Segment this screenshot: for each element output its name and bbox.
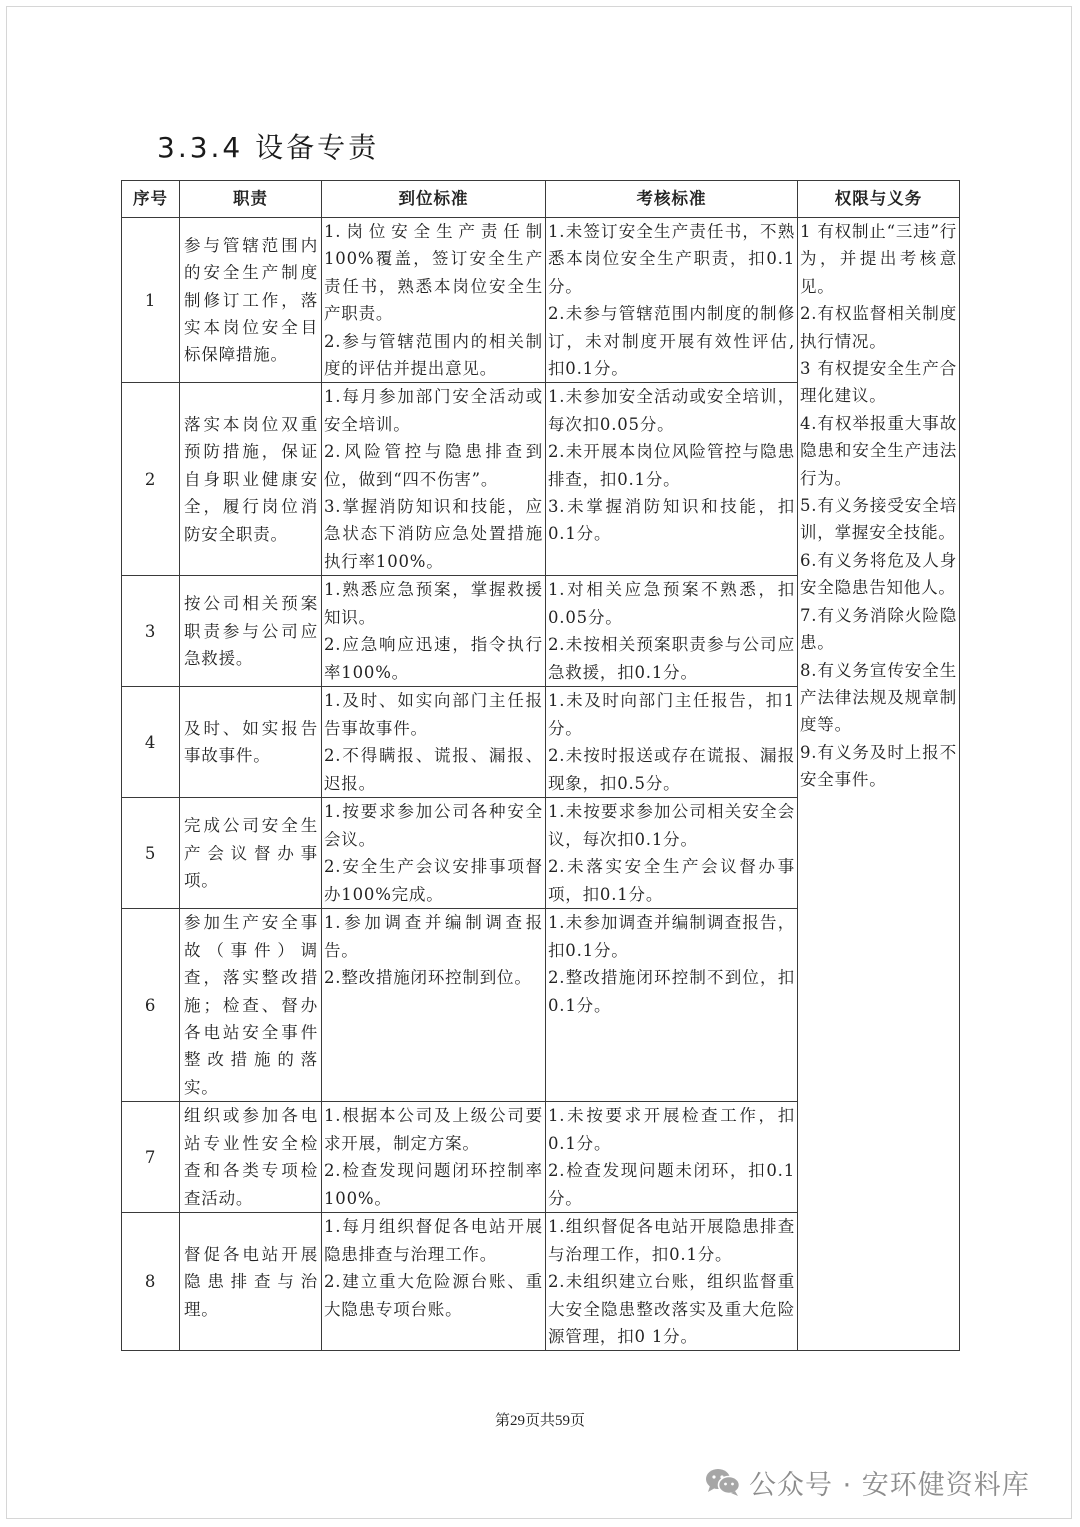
standard-item: 2.风险管控与隐患排查到位，做到“四不伤害”。	[324, 442, 543, 489]
table-header-row	[122, 181, 960, 218]
standard-item: 1.岗位安全生产责任制100%覆盖，签订安全生产责任书，熟悉本岗位安全生产职责。	[324, 222, 543, 324]
standard-item: 1.每月组织督促各电站开展隐患排查与治理工作。	[324, 1217, 543, 1264]
header-no: 序号	[122, 181, 180, 218]
row-number: 1	[122, 218, 180, 383]
standard-item: 2.安全生产会议安排事项督办100%完成。	[324, 857, 543, 904]
section-number: 3.3.4	[157, 131, 244, 164]
assessment-item: 1.对相关应急预案不熟悉，扣0.05分。	[548, 580, 795, 627]
standard-item: 2.检查发现问题闭环控制率100%。	[324, 1161, 543, 1208]
assessment-cell	[546, 1102, 798, 1213]
header-assessment: 考核标准	[546, 181, 798, 218]
assessment-item: 1.组织督促各电站开展隐患排查与治理工作，扣0.1分。	[548, 1217, 795, 1264]
standard-item: 1.按要求参加公司各种安全会议。	[324, 802, 543, 849]
wechat-icon	[705, 1467, 741, 1497]
assessment-item: 1.未按要求参加公司相关安全会议，每次扣0.1分。	[548, 802, 795, 849]
assessment-item: 2.未按相关预案职责参与公司应急救援，扣0.1分。	[548, 635, 795, 682]
standard-item: 2.建立重大危险源台账、重大隐患专项台账。	[324, 1272, 543, 1319]
standard-item: 2.应急响应迅速，指令执行率100%。	[324, 635, 543, 682]
row-number: 7	[122, 1102, 180, 1213]
assessment-item: 1.未按要求开展检查工作，扣0.1分。	[548, 1106, 795, 1153]
assessment-item: 1.未签订安全生产责任书，不熟悉本岗位安全生产职责，扣0.1分。	[548, 222, 795, 296]
duty-cell: 督促各电站开展隐患排查与治理。	[180, 1213, 322, 1351]
standard-item: 2.整改措施闭环控制到位。	[324, 968, 532, 988]
duty-cell: 参与管辖范围内的安全生产制度制修订工作，落实本岗位安全目标保障措施。	[180, 218, 322, 383]
standard-item: 2.不得瞒报、谎报、漏报、迟报。	[324, 746, 543, 793]
standard-item: 1.熟悉应急预案，掌握救援知识。	[324, 580, 543, 627]
assessment-cell	[546, 576, 798, 687]
rights-item: 9.有义务及时上报不安全事件。	[800, 742, 957, 790]
duty-cell: 落实本岗位双重预防措施，保证自身职业健康安全，履行岗位消防安全职责。	[180, 383, 322, 576]
assessment-cell	[546, 218, 798, 383]
assessment-item: 2.整改措施闭环控制不到位，扣0.1分。	[548, 968, 795, 1015]
assessment-cell	[546, 798, 798, 909]
rights-item: 5.有义务接受安全培训，掌握安全技能。	[800, 496, 957, 543]
assessment-item: 2.未组织建立台账，组织监督重大安全隐患整改落实及重大危险源管理，扣0 1分。	[548, 1272, 795, 1346]
assessment-item: 2.检查发现问题未闭环，扣0.1分。	[548, 1161, 795, 1208]
standard-cell	[322, 383, 546, 576]
standard-cell	[322, 687, 546, 798]
table-row	[122, 218, 960, 383]
row-number: 2	[122, 383, 180, 576]
assessment-item: 2.未落实安全生产会议督办事项，扣0.1分。	[548, 857, 795, 904]
duty-cell: 按公司相关预案职责参与公司应急救援。	[180, 576, 322, 687]
page-footer: 第29页共59页	[494, 1413, 585, 1429]
rights-item: 6.有义务将危及人身安全隐患告知他人。	[800, 550, 957, 598]
watermark	[705, 1460, 1030, 1504]
standard-item: 1.及时、如实向部门主任报告事故事件。	[324, 691, 543, 738]
assessment-item: 1.未参加调查并编制调查报告，扣0.1分。	[548, 913, 795, 960]
assessment-item: 2.未开展本岗位风险管控与隐患排查，扣0.1分。	[548, 442, 795, 489]
standard-item: 1.根据本公司及上级公司要求开展，制定方案。	[324, 1106, 543, 1153]
watermark-text: 公众号 · 安环健资料库	[749, 1469, 1030, 1501]
header-standard: 到位标准	[322, 181, 546, 218]
assessment-cell	[546, 383, 798, 576]
standard-cell	[322, 1102, 546, 1213]
rights-item: 8.有义务宣传安全生产法律法规及规章制度等。	[800, 660, 957, 735]
standard-cell	[322, 1213, 546, 1351]
duty-cell: 及时、如实报告事故事件。	[180, 687, 322, 798]
standard-cell	[322, 576, 546, 687]
assessment-item: 1.未及时向部门主任报告，扣1分。	[548, 691, 795, 738]
assessment-item: 1.未参加安全活动或安全培训，每次扣0.05分。	[548, 387, 795, 434]
duty-cell: 参加生产安全事故（事件）调查，落实整改措施；检查、督办各电站安全事件整改措施的落实。	[180, 909, 322, 1102]
assessment-cell	[546, 1213, 798, 1351]
standard-item: 1.每月参加部门安全活动或安全培训。	[324, 387, 543, 434]
assessment-cell	[546, 909, 798, 1102]
duty-cell: 组织或参加各电站专业性安全检查和各类专项检查活动。	[180, 1102, 322, 1213]
assessment-cell	[546, 687, 798, 798]
header-rights: 权限与义务	[798, 181, 960, 218]
rights-item: 3 有权提安全生产合理化建议。	[800, 359, 957, 406]
assessment-item: 2.未参与管辖范围内制度的制修订，未对制度开展有效性评估,扣0.1分。	[548, 304, 795, 379]
section-title	[157, 126, 379, 166]
rights-item: 4.有权举报重大事故隐患和安全生产违法行为。	[800, 413, 957, 488]
standard-cell	[322, 218, 546, 383]
rights-item: 7.有义务消除火险隐患。	[800, 605, 957, 653]
duty-cell: 完成公司安全生产会议督办事项。	[180, 798, 322, 909]
duty-table	[121, 180, 960, 1351]
standard-item: 3.掌握消防知识和技能，应急状态下消防应急处置措施执行率100%。	[324, 497, 543, 571]
section-name: 设备专责	[255, 131, 380, 164]
standard-cell	[322, 798, 546, 909]
row-number: 4	[122, 687, 180, 798]
rights-item: 2.有权监督相关制度执行情况。	[800, 304, 957, 351]
rights-item: 1 有权制止“三违”行为，并提出考核意见。	[800, 222, 957, 296]
assessment-item: 2.未按时报送或存在谎报、漏报现象，扣0.5分。	[548, 746, 795, 793]
standard-item: 2.参与管辖范围内的相关制度的评估并提出意见。	[324, 331, 543, 379]
rights-cell	[798, 218, 960, 1351]
assessment-item: 3.未掌握消防知识和技能，扣0.1分。	[548, 497, 795, 544]
standard-item: 1.参加调查并编制调查报告。	[324, 913, 543, 960]
header-duty: 职责	[180, 181, 322, 218]
row-number: 8	[122, 1213, 180, 1351]
standard-cell	[322, 909, 546, 1102]
row-number: 3	[122, 576, 180, 687]
row-number: 5	[122, 798, 180, 909]
row-number: 6	[122, 909, 180, 1102]
